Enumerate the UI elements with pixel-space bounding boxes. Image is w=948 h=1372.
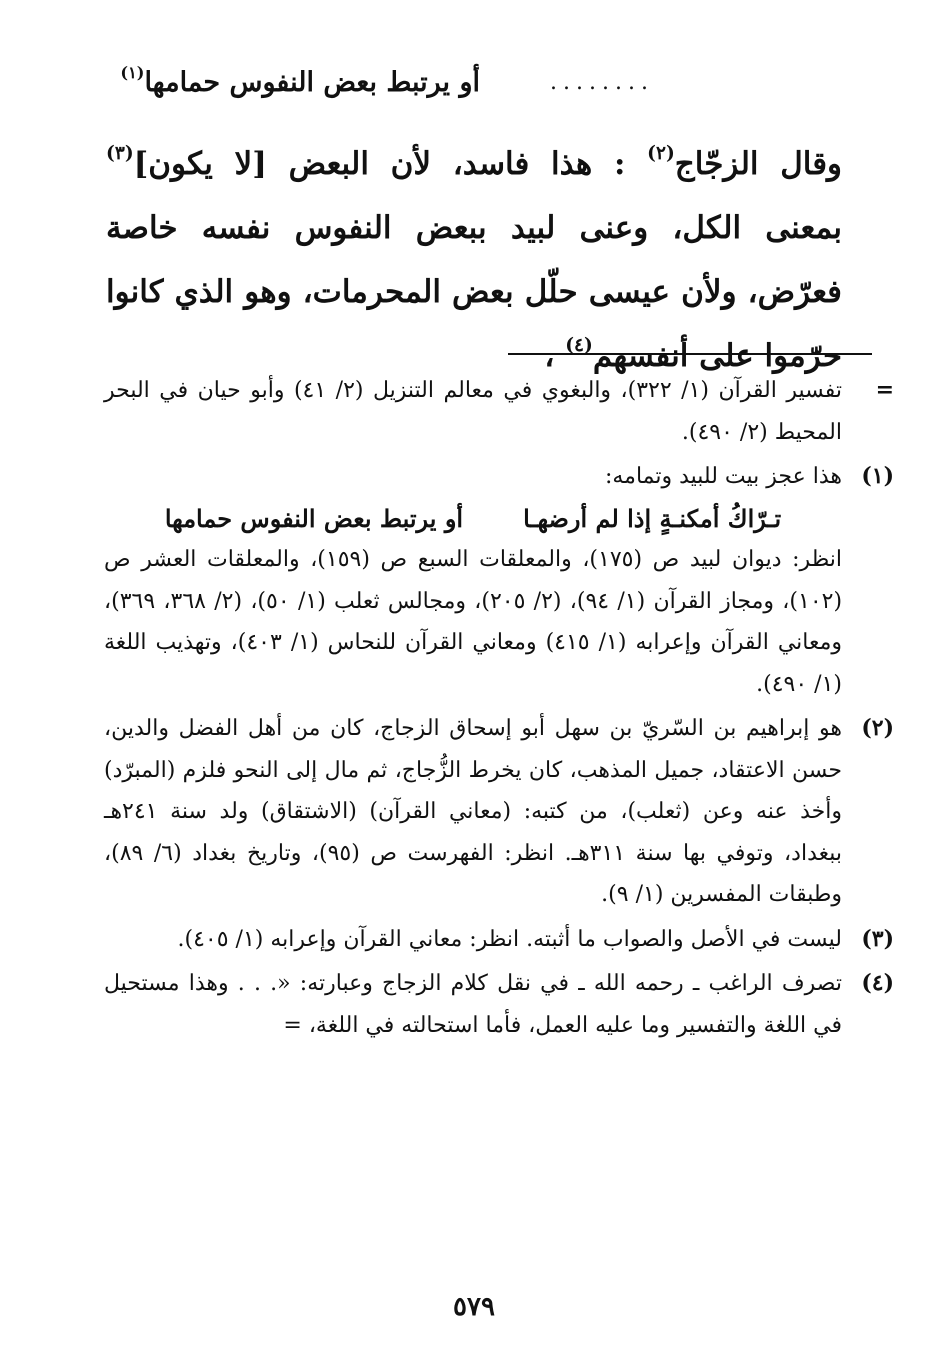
footnote-number: (٤) [861, 970, 894, 996]
footnote-marker-1: (١) [120, 63, 145, 83]
footnote-text: هو إبراهيم بن السّريّ بن سهل أبو إسحاق الزجاج، كان من أهل الفضل والدين، حسن الاعتقاد، جميل المذهب، كان يخرط الزُّجاج، ثم مال إلى النحو فلزم (المبرّد) وأخذ عنه وعن (ثعلب)، من كتبه: (معاني القرآن) (الاشتقاق) ولد سنة ٢٤١هـ ببغداد، وتوفي بها سنة ٣١١هـ. انظر: الفهرست ص (٩٥)، وتاريخ بغداد (٦/ ٨٩)، وطبقات المفسرين (١/ ٩). [104, 716, 842, 907]
verse-first-half: تـرّاكُ أمكنـةٍ إذا لم أرضهـا [523, 503, 782, 533]
paragraph-part-3: بمعنى الكل، وعنى لبيد ببعض النفوس نفسه خاصة فعرّض، ولأن عيسى حلّل بعض المحرمات، وهو الذي كانوا حرّموا على أنفسهم [106, 210, 842, 374]
page-number: ٥٧٩ [453, 1292, 495, 1322]
footnote-number: (١) [861, 463, 894, 489]
footnote-2 [104, 708, 894, 916]
footnote-continued [104, 370, 894, 453]
verse-second-half: أو يرتبط بعض النفوس حمامها [164, 503, 464, 533]
footnote-marker-3: (٣) [106, 143, 134, 165]
footnote-4 [104, 963, 894, 1046]
verse-text [120, 58, 480, 108]
continuation-mark: = [875, 377, 894, 403]
verse-hemistich: أو يرتبط بعض النفوس حمامها [144, 67, 480, 98]
footnote-separator [508, 353, 872, 355]
poem-verse [104, 498, 842, 540]
footnote-text: ليست في الأصل والصواب ما أثبته. انظر: معاني القرآن وإعرابه (١/ ٤٠٥). [177, 926, 842, 952]
footnote-references: انظر: ديوان لبيد ص (١٧٥)، والمعلقات السبع ص (١٥٩)، والمعلقات العشر ص (١٠٢)، ومجاز القرآن (١/ ٩٤)، (٢/ ٢٠٥)، ومجالس ثعلب (١/ ٥٠)، (٢/ ٣٦٨، ٣٦٩)، ومعاني القرآن وإعرابه (١/ ٤١٥) ومعاني القرآن للنحاس (١/ ٤٠٣)، وتهذيب اللغة (١/ ٤٩٠). [104, 547, 843, 697]
verse-line-top [110, 58, 880, 108]
paragraph-start: وقال الزجّاج [674, 146, 842, 182]
footnote-number: (٢) [861, 715, 894, 741]
footnote-text: تفسير القرآن (١/ ٣٢٢)، والبغوي في معالم التنزيل (٢/ ٤١) وأبو حيان في البحر المحيط (٢/ ٤٩٠). [104, 378, 842, 445]
footnote-intro: هذا عجز بيت للبيد وتمامه: [604, 464, 842, 489]
paragraph-part-2: : هذا فاسد، لأن البعض [لا يكون] [133, 146, 626, 182]
footnote-1 [104, 456, 894, 705]
ellipsis-dots: ........ [550, 70, 654, 95]
footnote-3 [104, 919, 894, 961]
footnote-text: تصرف الراغب ـ رحمه الله ـ في نقل كلام الزجاج وعبارته: «. . . وهذا مستحيل في اللغة والتفسير وما عليه العمل، فأما استحالته في اللغة، = [104, 971, 842, 1038]
footnote-marker-4: (٤) [565, 335, 593, 357]
footnotes [104, 370, 894, 1049]
footnote-marker-2: (٢) [647, 143, 675, 165]
paragraph-end: ، [544, 338, 555, 374]
main-paragraph [106, 132, 878, 388]
footnote-number: (٣) [861, 925, 894, 952]
